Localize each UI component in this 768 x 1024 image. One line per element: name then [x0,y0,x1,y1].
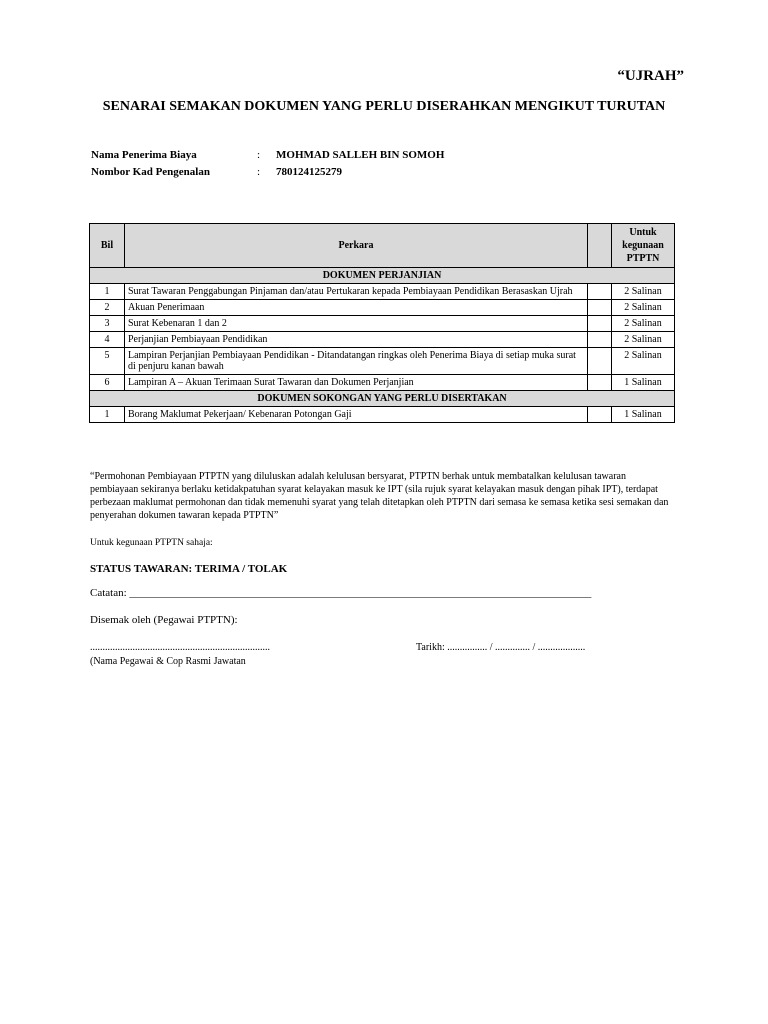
row-check [588,284,612,300]
row-number: 1 [90,407,125,423]
row-check [588,407,612,423]
ic-row [91,163,444,180]
row-number: 2 [90,300,125,316]
official-use-label: Untuk kegunaan PTPTN sahaja: [90,538,213,548]
row-number: 4 [90,332,125,348]
row-number: 1 [90,284,125,300]
row-copies: 2 Salinan [612,284,675,300]
row-item: Borang Maklumat Pekerjaan/ Kebenaran Potongan Gaji [125,407,588,423]
notes-line: Catatan: ____________________________________________________________________________________ [90,587,592,599]
row-number: 3 [90,316,125,332]
recipient-info [91,146,444,180]
section-title: DOKUMEN PERJANJIAN [90,268,675,284]
colon: : [257,165,261,178]
name-label: Nama Penerima Biaya [91,148,197,161]
checked-by-label: Disemak oleh (Pegawai PTPTN): [90,614,238,626]
row-item: Lampiran Perjanjian Pembiayaan Pendidikan - Ditandatangan ringkas oleh Penerima Biaya di setiap muka surat di penjuru kanan bawah [125,348,588,375]
row-check [588,348,612,375]
name-value: MOHMAD SALLEH BIN SOMOH [276,148,445,161]
section-row [90,268,675,284]
header-bil: Bil [90,224,125,268]
header-ptptn: Untuk kegunaan PTPTN [612,224,675,268]
table-row [90,316,675,332]
row-check [588,316,612,332]
row-item: Surat Kebenaran 1 dan 2 [125,316,588,332]
row-number: 6 [90,375,125,391]
section-row [90,391,675,407]
header-perkara: Perkara [125,224,588,268]
name-row [91,146,444,163]
colon: : [257,148,261,161]
ic-label: Nombor Kad Pengenalan [91,165,210,178]
ic-value: 780124125279 [276,165,342,178]
conditions-paragraph: “Permohonan Pembiayaan PTPTN yang diluluskan adalah kelulusan bersyarat, PTPTN berhak untuk membatalkan kelulusan tawaran pembiayaan sekiranya berlaku ketidakpatuhan syarat kelayakan masuk ke IPT (sila rujuk syarat kelayakan masuk dengan pihak IPT), terdapat perbezaan maklumat permohonan dan tidak memenuhi syarat yang telah ditetapkan oleh PTPTN dari semasa ke semasa ketika sesi semakan dan penyerahan dokumen tawaran kepada PTPTN” [90,471,669,521]
row-item: Perjanjian Pembiayaan Pendidikan [125,332,588,348]
row-check [588,300,612,316]
page-title: SENARAI SEMAKAN DOKUMEN YANG PERLU DISERAHKAN MENGIKUT TURUTAN [102,99,666,114]
row-copies: 1 Salinan [612,375,675,391]
date-line: Tarikh: ................ / .............. / ................... [416,642,586,653]
table-row [90,332,675,348]
table-row [90,348,675,375]
checklist-table [89,223,675,423]
row-item: Surat Tawaran Penggabungan Pinjaman dan/atau Pertukaran kepada Pembiayaan Pendidikan Berasaskan Ujrah [125,284,588,300]
table-row [90,284,675,300]
row-item: Lampiran A – Akuan Terimaan Surat Tawaran dan Dokumen Perjanjian [125,375,588,391]
row-copies: 2 Salinan [612,300,675,316]
row-check [588,375,612,391]
row-number: 5 [90,348,125,375]
document-tag: “UJRAH” [617,68,684,84]
row-copies: 1 Salinan [612,407,675,423]
table-header-row [90,224,675,268]
signature-line: ........................................................................ [90,642,270,653]
table-row [90,407,675,423]
signature-caption: (Nama Pegawai & Cop Rasmi Jawatan [90,656,246,667]
row-copies: 2 Salinan [612,332,675,348]
offer-status: STATUS TAWARAN: TERIMA / TOLAK [90,563,288,575]
table-row [90,375,675,391]
row-check [588,332,612,348]
row-item: Akuan Penerimaan [125,300,588,316]
row-copies: 2 Salinan [612,348,675,375]
row-copies: 2 Salinan [612,316,675,332]
table-row [90,300,675,316]
header-check [588,224,612,268]
section-title: DOKUMEN SOKONGAN YANG PERLU DISERTAKAN [90,391,675,407]
